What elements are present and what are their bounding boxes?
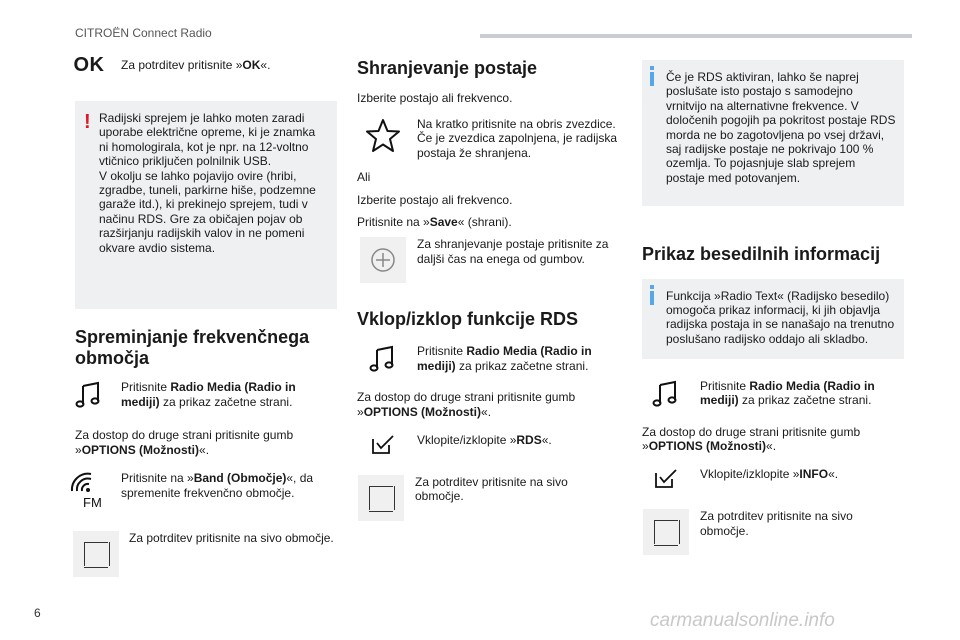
select-paragraph-2: Izberite postajo ali frekvenco.	[357, 192, 513, 207]
star-step: Na kratko pritisnite na obris zvezdice. Če je zvezdica zapolnjena, je radijska postaja že shranjena.	[359, 117, 619, 160]
info-text-rds: Če je RDS aktiviran, lahko še naprej poslušate isto postajo s samodejno vrnitvijo na alternativne frekvence. V določenih pogojih pa pokritost postaje RDS morda ne bo zagotovljena po vsej državi, saj radijske postaje ne pokrivajo 100 % ozemlja. To pojasnjuje slab sprejem postaje med potovanjem.	[666, 70, 896, 185]
confirm-step-3: Za potrditev pritisnite na sivo območje.	[642, 509, 904, 555]
fm-radio-icon	[69, 471, 109, 509]
checkbox-icon	[371, 433, 395, 457]
confirm-step: Za potrditev pritisnite na sivo območje.	[73, 531, 337, 577]
column-3	[642, 60, 904, 555]
band-step: FM Pritisnite na »Band (Območje)«, da spremenite frekvenčno območje.	[65, 471, 337, 509]
section-heading-text-info: Prikaz besedilnih informacij	[642, 244, 881, 264]
warning-box	[75, 101, 337, 309]
info-box-radio-text	[642, 279, 904, 359]
info-icon	[650, 291, 654, 305]
column-1	[75, 52, 337, 577]
plus-icon	[360, 237, 406, 283]
ok-step: OK Za potrditev pritisnite »OK«.	[73, 54, 271, 76]
section-heading-save: Shranjevanje postaje	[357, 58, 538, 78]
or-paragraph: Ali	[357, 170, 371, 185]
radio-media-step: Pritisnite Radio Media (Radio in mediji) za prikaz začetne strani.	[65, 380, 337, 410]
music-note-icon	[651, 379, 681, 409]
radio-media-step-3: Pritisnite Radio Media (Radio in mediji) za prikaz začetne strani.	[642, 379, 904, 409]
rds-step: Vklopite/izklopite »RDS«.	[359, 433, 619, 457]
options-paragraph-2: Za dostop do druge strani pritisnite gumb »OPTIONS (Možnosti)«.	[357, 390, 576, 419]
music-note-icon	[368, 344, 398, 374]
running-header: CITROËN Connect Radio	[75, 26, 212, 40]
confirm-step-2: Za potrditev pritisnite na sivo območje.	[357, 475, 619, 521]
ok-icon: OK	[73, 54, 105, 76]
options-paragraph: Za dostop do druge strani pritisnite gumb »OPTIONS (Možnosti)«.	[75, 428, 294, 457]
star-icon	[364, 117, 402, 155]
checkbox-icon	[654, 467, 678, 491]
grey-area-icon	[643, 509, 689, 555]
info-text-radio-text: Funkcija »Radio Text« (Radijsko besedilo) omogoča prikaz informacij, ki jih objavlja radijska postaja in se nanašajo na trenutno poslušano radijsko oddajo ali skladbo.	[666, 288, 895, 346]
section-heading-rds: Vklop/izklop funkcije RDS	[357, 309, 579, 330]
music-note-icon	[74, 380, 104, 410]
warning-icon: !	[84, 111, 91, 133]
save-paragraph: Pritisnite na »Save« (shrani).	[357, 215, 512, 230]
long-press-step: Za shranjevanje postaje pritisnite za daljši čas na enega od gumbov.	[359, 237, 619, 283]
page-number: 6	[34, 606, 41, 620]
info-icon	[650, 72, 654, 86]
section-heading-band: Spreminjanje frekvenčnega območja	[75, 327, 310, 368]
header-bar	[480, 34, 912, 38]
radio-media-step-2: Pritisnite Radio Media (Radio in mediji) za prikaz začetne strani.	[359, 344, 619, 374]
column-2	[357, 58, 619, 521]
fm-label: FM	[83, 495, 102, 510]
grey-area-icon	[358, 475, 404, 521]
info-toggle-step: Vklopite/izklopite »INFO«.	[642, 467, 904, 491]
select-paragraph: Izberite postajo ali frekvenco.	[357, 90, 513, 105]
warning-text: Radijski sprejem je lahko moten zaradi uporabe električne opreme, ki je znamka ni homologirala, kot je npr. na 12-voltno vtičnico priključen polnilnik USB. V okolju se lahko pojavijo ovire (hribi, zgradbe, tuneli, parkirne hiše, podzemne garaže itd.), ki prekinejo sprejem, tudi v načinu RDS. Gre za običajen pojav ob razširjanju radijskih valov in ne pomeni okvare avdio sistema.	[99, 111, 316, 255]
options-paragraph-3: Za dostop do druge strani pritisnite gumb »OPTIONS (Možnosti)«.	[642, 424, 861, 454]
info-box-rds	[642, 60, 904, 206]
watermark: carmanualsonline.info	[650, 610, 835, 631]
grey-area-icon	[73, 531, 119, 577]
